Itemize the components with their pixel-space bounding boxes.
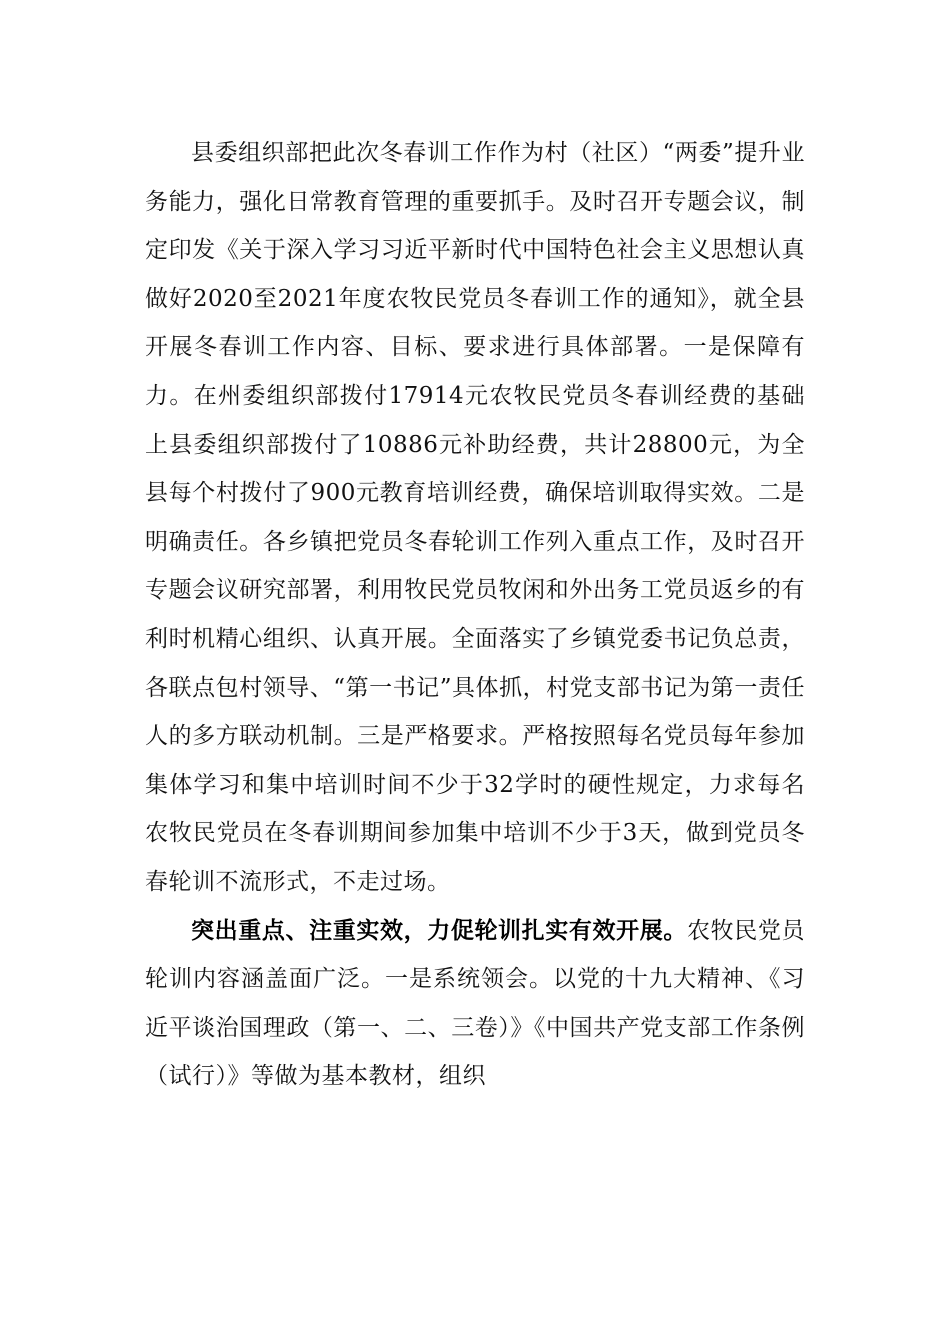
paragraph-2-text: 农牧民党员轮训内容涵盖面广泛。一是系统领会。以党的十九大精神、《习近平谈治国理政（第一、二、三卷）》《中国共产党支部工作条例（试行）》等做为基本教材，组织 — [145, 917, 806, 1090]
paragraph-1-text: 县委组织部把此次冬春训工作作为村（社区）“两委”提升业务能力，强化日常教育管理的重要抓手。及时召开专题会议，制定印发《关于深入学习习近平新时代中国特色社会主义思想认真做好2020至2021年度农牧民党员冬春训工作的通知》，就全县开展冬春训工作内容、目标、要求进行具体部署。一是保障有力。在州委组织部拨付17914元农牧民党员冬春训经费的基础上县委组织部拨付了10886元补助经费，共计28800元，为全县每个村拨付了900元教育培训经费，确保培训取得实效。二是明确责任。各乡镇把党员冬春轮训工作列入重点工作，及时召开专题会议研究部署，利用牧民党员牧闲和外出务工党员返乡的有利时机精心组织、认真开展。全面落实了乡镇党委书记负总责，各联点包村领导、“第一书记”具体抓，村党支部书记为第一责任人的多方联动机制。三是严格要求。严格按照每名党员每年参加集体学习和集中培训时间不少于32学时的硬性规定，力求每名农牧民党员在冬春训期间参加集中培训不少于3天，做到党员冬春轮训不流形式，不走过场。 — [145, 140, 805, 895]
paragraph-2-lead-heading: 突出重点、注重实效，力促轮训扎实有效开展。 — [191, 917, 688, 944]
paragraph-2 — [145, 907, 805, 1101]
paragraph-1 — [145, 129, 805, 907]
document-body — [145, 129, 805, 1101]
